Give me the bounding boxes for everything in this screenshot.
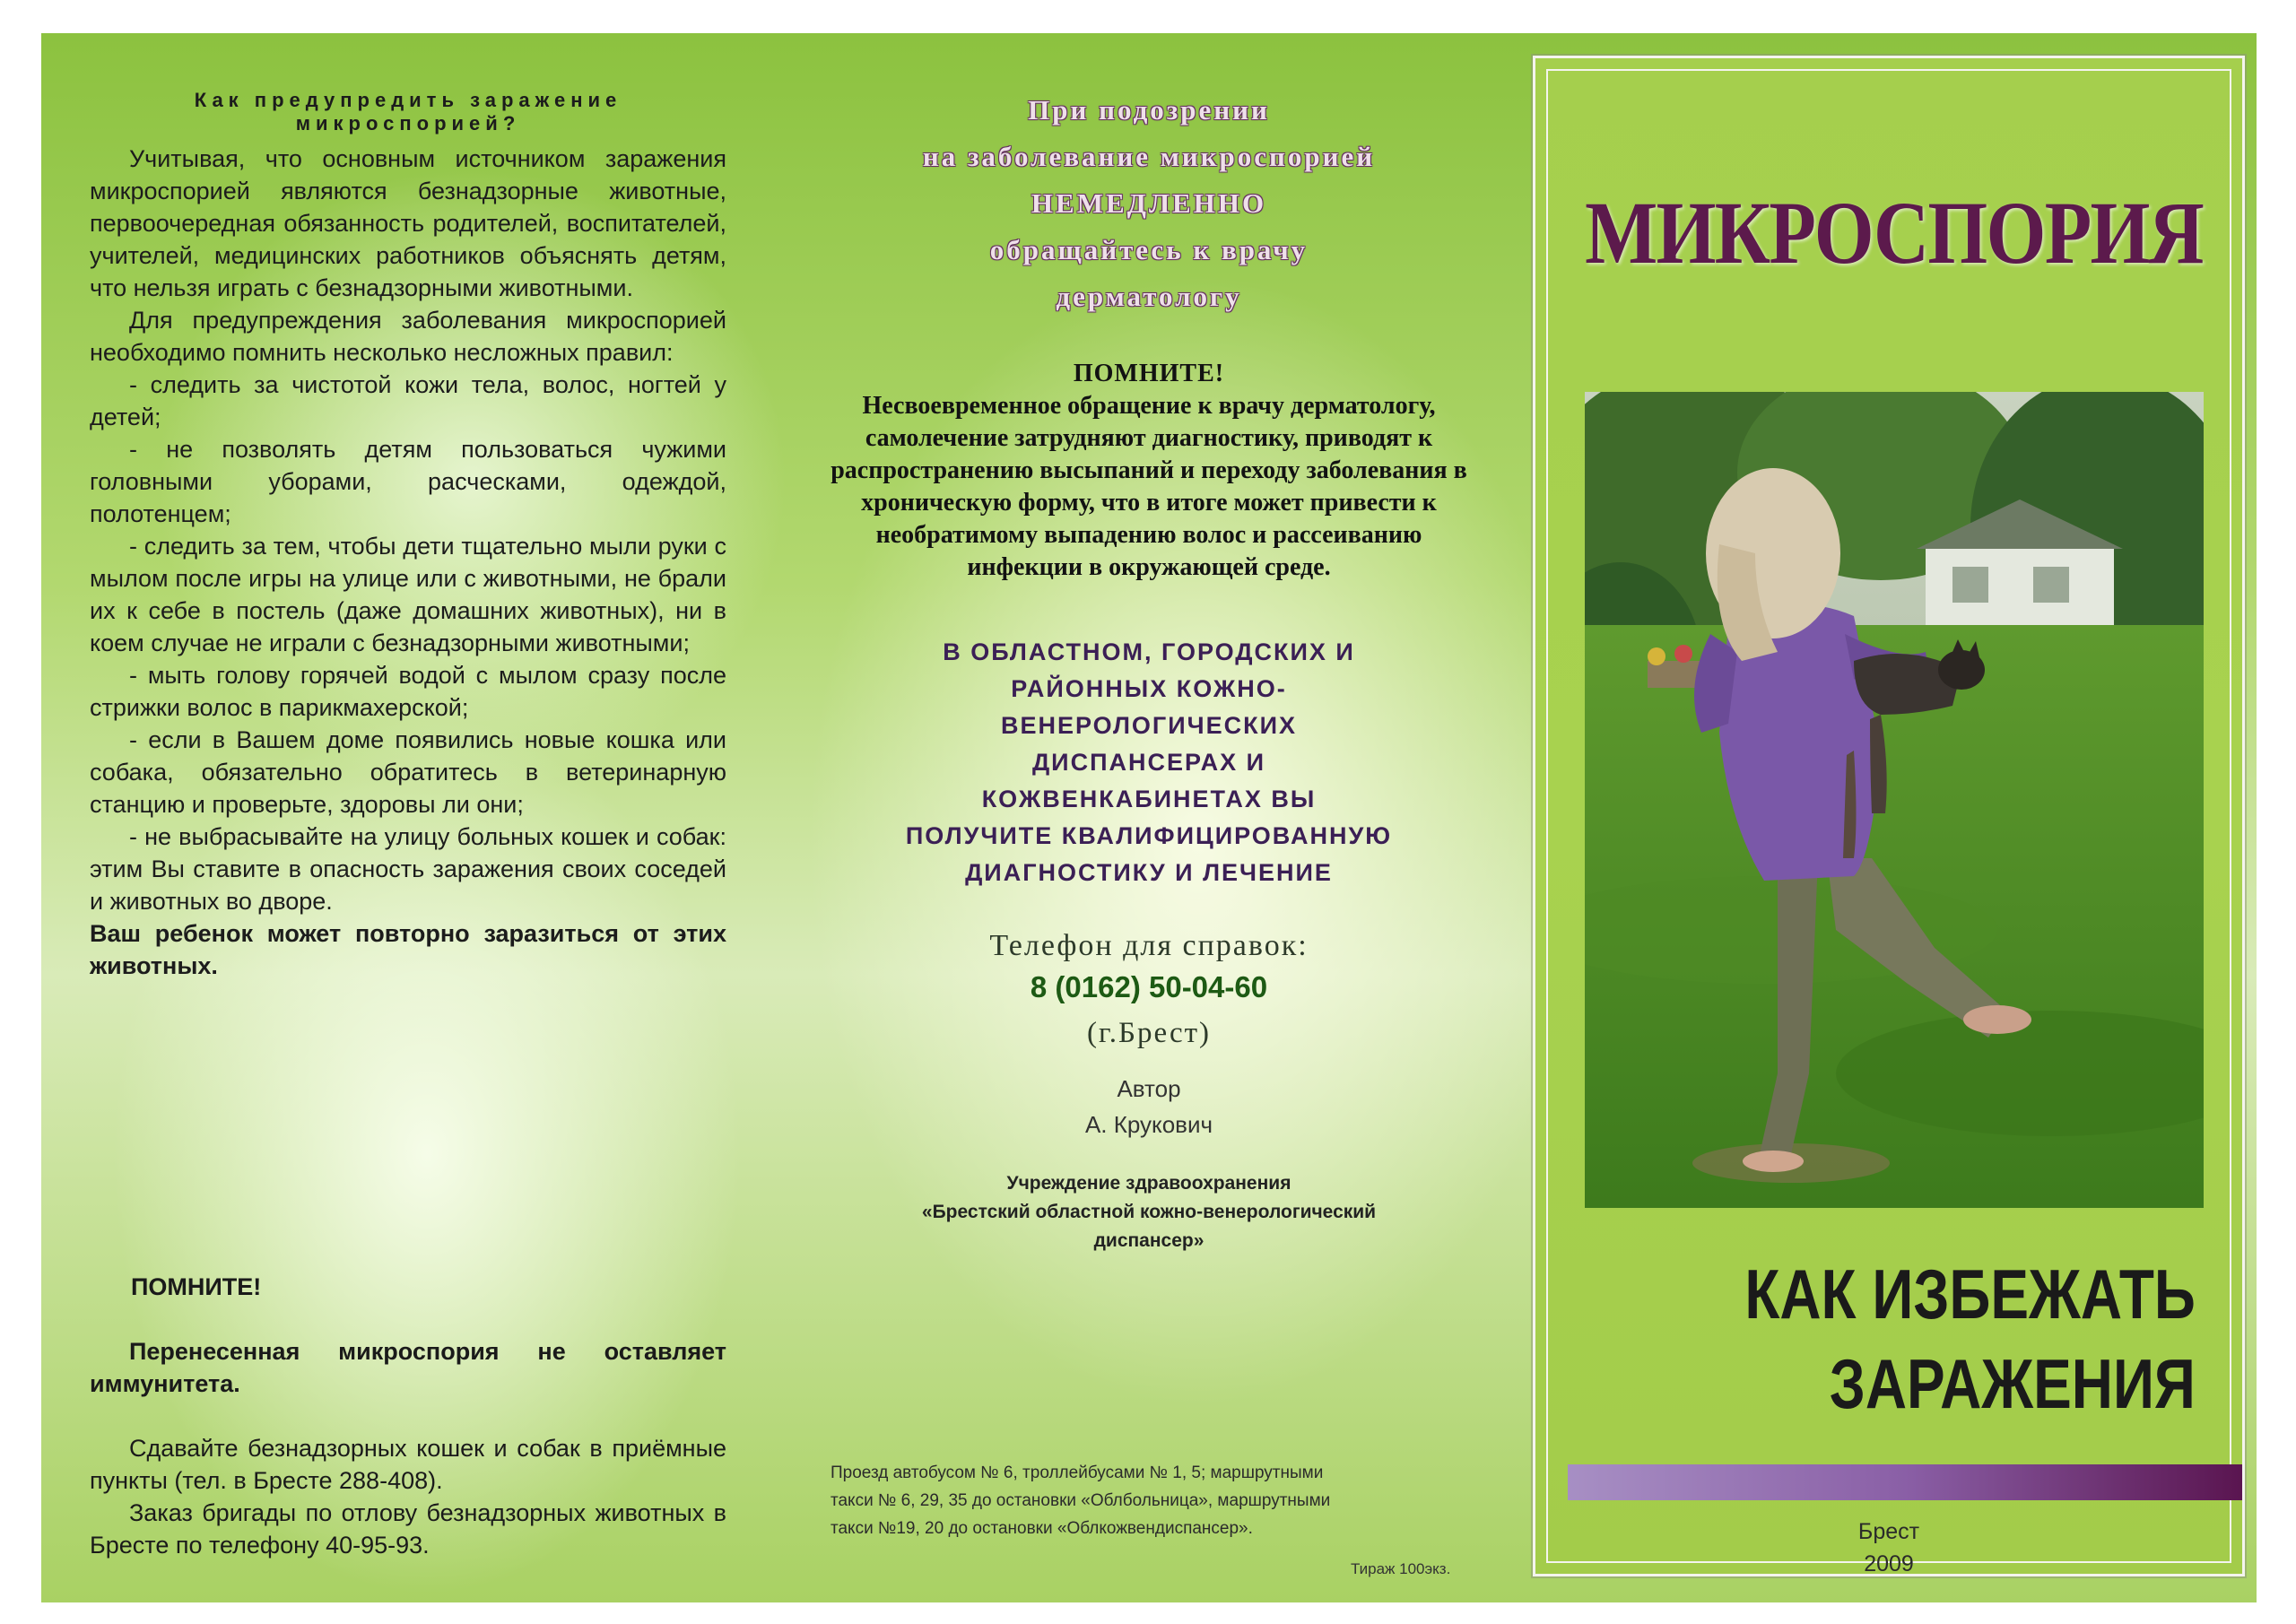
left-remember-title: ПОМНИТЕ! [131, 1273, 262, 1300]
route-line: такси №19, 20 до остановки «Облкожвендиспансер». [831, 1519, 1253, 1538]
author-name: А. Крукович [1084, 1111, 1213, 1138]
phone-number: 8 (0162) 50-04-60 [1030, 970, 1268, 1003]
urgent-warning-line: обращайтесь к врачу [989, 234, 1309, 265]
cover-subtitle-line: ЗАРАЖЕНИЯ [1829, 1344, 2196, 1423]
photo-illustration [1585, 392, 2204, 1208]
urgent-warning-line: на заболевание микроспорией [922, 141, 1376, 172]
urgent-warning-line: дерматологу [1056, 281, 1242, 312]
institution-line: диспансер» [1093, 1230, 1205, 1251]
left-bottom-block [90, 1335, 726, 1561]
urgent-warning-line: НЕМЕДЛЕННО [1031, 187, 1267, 219]
left-heading: Как предупредить заражение микроспорией? [194, 89, 622, 135]
dispensary-notice [813, 634, 1485, 891]
middle-remember-block [813, 358, 1485, 584]
dispensary-line: КОЖВЕНКАБИНЕТАХ ВЫ [981, 786, 1317, 812]
author-label: Автор [1117, 1075, 1181, 1102]
rule-item: - следить за чистотой кожи тела, волос, ногтей у детей; [90, 371, 726, 430]
cover-subtitle-line: КАК ИЗБЕЖАТЬ [1744, 1255, 2196, 1333]
cover-photo-child-with-cat [1585, 392, 2204, 1208]
author-block [813, 1071, 1485, 1142]
no-immunity-text: Перенесенная микроспория не оставляет иммунитета. [90, 1338, 726, 1397]
middle-remember-text: Несвоевременное обращение к врачу дерматологу, самолечение затрудняют диагностику, приводят к распространению высыпаний и переходу заболевания в хроническую форму, что в итоге может привести к необратимому выпадению волос и рассеиванию инфекции в окружающей среде. [831, 392, 1467, 581]
dispensary-line: ДИСПАНСЕРАХ И [1031, 749, 1266, 776]
cover-footer [1535, 1515, 2242, 1580]
dispensary-line: ДИАГНОСТИКУ И ЛЕЧЕНИЕ [965, 859, 1333, 886]
cover-year: 2009 [1864, 1551, 1914, 1576]
reinfection-warning: Ваш ребенок может повторно заразиться от этих животных. [90, 920, 726, 979]
institution-line: «Брестский областной кожно-венерологический [921, 1202, 1377, 1222]
urgent-warning-line: При подозрении [1028, 94, 1270, 126]
left-panel [90, 89, 726, 982]
rule-item: - если в Вашем доме появились новые кошка или собака, обязательно обратитесь в ветеринарную станцию и проверьте, здоровы ли они; [90, 726, 726, 818]
route-line: такси № 6, 29, 35 до остановки «Облбольница», маршрутными [831, 1491, 1331, 1510]
rule-item: - не выбрасывайте на улицу больных кошек и собак: этим Вы ставите в опасность заражения своих соседей и животных во дворе. [90, 823, 726, 915]
dispensary-line: ПОЛУЧИТЕ КВАЛИФИЦИРОВАННУЮ [905, 822, 1393, 849]
rule-item: - следить за тем, чтобы дети тщательно мыли руки с мылом после игры на улице или с животными, не брали их к себе в постель (даже домашних животных), ни в коем случае не играли с безнадзорными животными; [90, 533, 726, 656]
cover-city: Брест [1857, 1519, 1920, 1544]
institution-block [813, 1169, 1485, 1255]
print-run: Тираж 100экз. [1351, 1560, 1451, 1577]
rule-item: - не позволять детям пользоваться чужими головными уборами, расческами, одеждой, полотенцем; [90, 436, 726, 527]
phone-label: Телефон для справок: [989, 929, 1309, 962]
cover-subtitle [1744, 1249, 2196, 1429]
urgent-warning [813, 87, 1485, 320]
institution-line: Учреждение здравоохранения [1006, 1173, 1292, 1194]
hand-over-animals-text: Сдавайте безнадзорных кошек и собак в приёмные пункты (тел. в Бресте 288-408). [90, 1435, 726, 1494]
middle-remember-title: ПОМНИТЕ! [1073, 360, 1225, 387]
intro-paragraph: Учитывая, что основным источником заражения микроспорией являются безнадзорные животные, первоочередная обязанность родителей, воспитателей, учителей, медицинских работников объяснять детям, что нельзя играть с безнадзорными животными. [90, 145, 726, 301]
phone-city: (г.Брест) [1086, 1017, 1212, 1049]
order-team-text: Заказ бригады по отлову безнадзорных животных в Бресте по телефону 40-95-93. [90, 1499, 726, 1559]
route-line: Проезд автобусом № 6, троллейбусами № 1, 5; маршрутными [831, 1463, 1324, 1482]
middle-panel [813, 87, 1485, 1255]
cover-accent-bar [1568, 1464, 2242, 1500]
dispensary-line: РАЙОННЫХ КОЖНО- [1011, 675, 1287, 702]
dispensary-line: ВЕНЕРОЛОГИЧЕСКИХ [1000, 712, 1298, 739]
dispensary-line: В ОБЛАСТНОМ, ГОРОДСКИХ И [943, 638, 1355, 665]
rules-intro: Для предупреждения заболевания микроспорией необходимо помнить несколько несложных правил: [90, 307, 726, 366]
cover-panel [1533, 56, 2245, 1576]
route-info [831, 1459, 1494, 1542]
cover-title: МИКРОСПОРИЯ [1585, 183, 2204, 282]
rule-item: - мыть голову горячей водой с мылом сразу после стрижки волос в парикмахерской; [90, 662, 726, 721]
brochure-sheet [41, 33, 2257, 1602]
